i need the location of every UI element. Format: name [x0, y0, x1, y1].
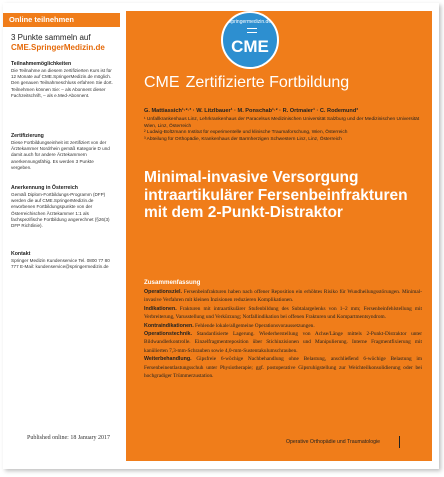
section-heading: Anerkennung in Österreich: [11, 185, 78, 191]
summary-heading: Zusammenfassung: [144, 279, 201, 286]
badge-url: springermedizin.de: [228, 19, 272, 25]
section-contact: [11, 251, 115, 270]
section-heading: Kontakt: [11, 251, 31, 257]
section-austria: [11, 185, 115, 229]
summary-label: Operationstechnik.: [144, 331, 192, 338]
points-title: 3 Punkte sammeln auf: [11, 33, 91, 42]
orange-panel: [126, 11, 432, 461]
article-page: [3, 3, 439, 469]
menu-lines-icon: [247, 28, 257, 33]
summary-body: Frakturen mit intraartikulärer Stufenbildung des Subtalargelenks von 1–2 mm; Fersenbeinfehlstellung mit Verbreiterung, Varusstellung und Verkürzung; Notfallindikation bei offenen Frakturen und Kompartmentsyndrom.: [144, 305, 422, 321]
journal-name: Operative Orthopädie und Traumatologie: [286, 439, 381, 445]
affiliations: [144, 117, 424, 143]
summary-text: [144, 288, 422, 380]
summary-body: Gipsfreie 6-wöchige Nachbehandlung ohne Belastung, anschließend 6-wöchige Belastung im Fersenbeinentlastungsschuh unter Physiotherapie; ggf. postoperative Gipsruhigstellung zur Weichteilkonsolidierung oder bei hochgradiger Trümmerzustation.: [144, 356, 422, 380]
section-heading: Teilnahmemöglichkeiten: [11, 61, 72, 67]
summary-body: Standardisierte Lagerung. Wiederherstellung von Achse/Länge mittels 2-Punkt-Distraktor unter Bildwandlerkontrolle. Einzelfragmentreposition über Stichinzisionen und Manipulierung. Interne Fragmentfixierung mit kanülierten 7,3-mm-Schrauben sowie 4,0-mm-Sustentakulumschrauben.: [144, 331, 422, 354]
points-url-link[interactable]: CME.SpringerMedizin.de: [11, 43, 105, 52]
affiliation: ³ Abteilung für Orthopädie, Krankenhaus der Barmherzigen Schwestern Linz, Linz, Österreich: [144, 136, 342, 142]
section-certification: [11, 133, 115, 171]
summary-label: Indikationen.: [144, 305, 177, 312]
section-body: Diese Fortbildungseinheit ist zertifiziert von der Ärztekammer Nordrhein gemäß Kategorie D und damit auch für andere Ärztekammern anerkennungsfähig. Es werden 3 Punkte vergeben.: [11, 140, 110, 170]
cme-header: [144, 73, 349, 93]
cme-label: CME: [144, 74, 180, 91]
online-participation-tab[interactable]: Online teilnehmen: [3, 13, 120, 27]
affiliation: ² Ludwig-Boltzmann Institut für experimentelle und klinische Traumaforschung, Wien, Österreich: [144, 130, 348, 136]
authors: G. Mattiassich¹·²·³ · W. Litzlbauer¹ · M. Ponschab¹·² · R. Ortmaier¹ · C. Rodemund³: [144, 108, 359, 114]
summary-label: Weiterbehandlung.: [144, 356, 192, 363]
section-participation: [11, 61, 115, 99]
summary-label: Kontraindikationen.: [144, 322, 194, 329]
badge-label: CME: [231, 37, 269, 56]
published-date: Published online: 18 January 2017: [27, 435, 110, 441]
cme-subtitle: Zertifizierte Fortbildung: [185, 74, 350, 91]
journal-divider: [399, 436, 400, 448]
summary-body: Fehlende lokale/allgemeine Operationsvoraussetzungen.: [193, 322, 315, 329]
summary-label: Operationsziel.: [144, 289, 182, 295]
cme-badge-logo[interactable]: [221, 11, 279, 69]
left-column: [3, 3, 120, 469]
affiliation: ¹ Unfallkrankenhaus Linz, Lehrkrankenhaus der Paracelsus Medizinischen Universität Salzburg und der Medizinischen Universität Wien, Linz, Österreich: [144, 117, 420, 129]
section-body: Springer Medizin Kundenservice Tel. 0800 77 80 777 E-Mail: kundenservice@springermedizin.de: [11, 258, 110, 270]
section-body: Die Teilnahme an diesem zertifizierten Kurs ist für 12 Monate auf CME.SpringerMedizin.de möglich. Den genauen Teilnahmeschluss erfahren Sie dort. Teilnehmen können Sie: – als Abonnent dieser Fachzeitschrift, – als e.Med-Abonnent.: [11, 68, 113, 98]
summary-body: Fersenbeinfrakturen haben nach offener Reposition ein erhöhtes Risiko für Wundheilungsstörungen. Minimal-invasive Verfahren mit kleinen Inzisionen reduzieren Komplikationen.: [144, 289, 422, 304]
section-body: Gemäß Diplom-Fortbildungs-Programm (DFP) werden die auf CME.SpringerMedizin.de erworbenen Fortbildungspunkte von der Österreichischen Ärztekammer 1:1 als fachspezifische Fortbildung angerechnet (§26(3) DFP Richtlinie).: [11, 192, 110, 229]
article-title: Minimal-invasive Versorgung intraartikulärer Fersenbeinfrakturen mit dem 2-Punkt-Distraktor: [144, 169, 408, 221]
section-heading: Zertifizierung: [11, 133, 44, 139]
